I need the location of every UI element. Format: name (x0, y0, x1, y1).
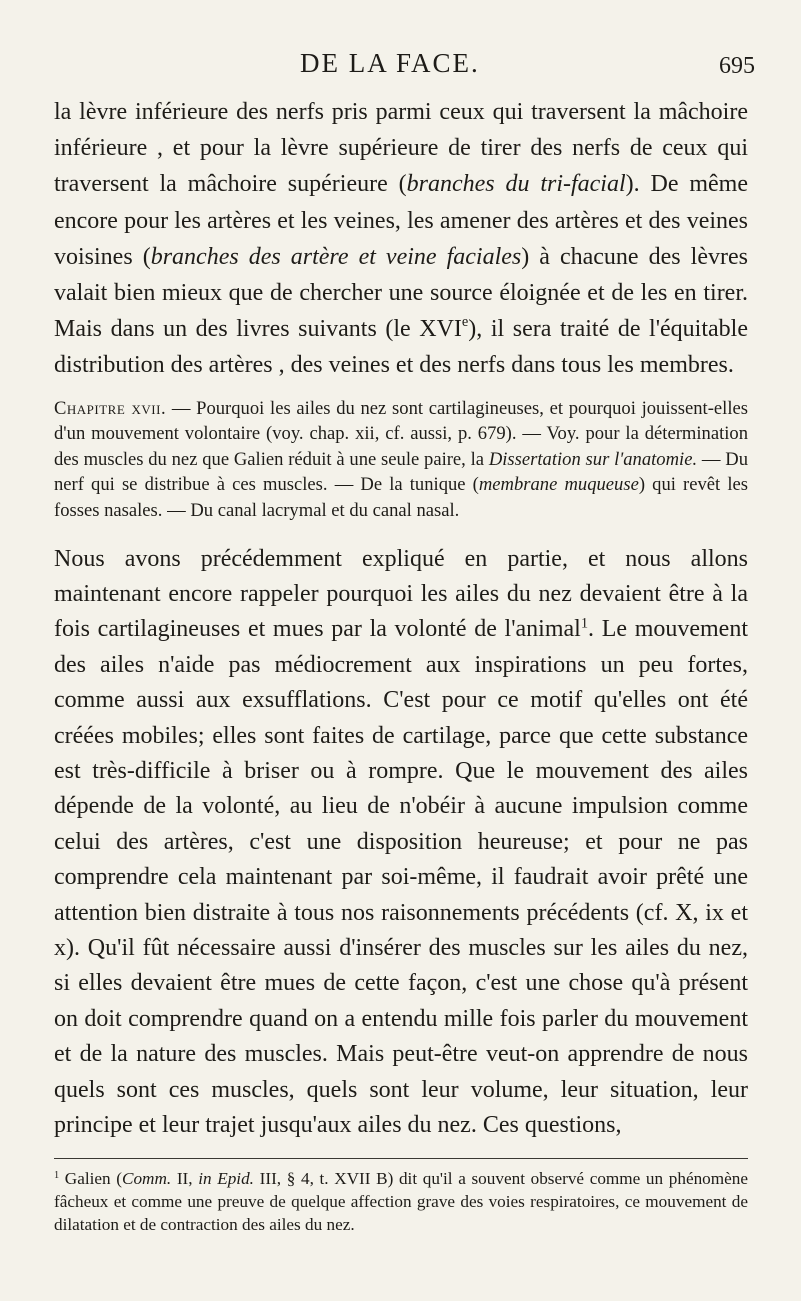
italic-run: Dissertation sur l'anatomie. (488, 448, 698, 470)
italic-run: branches du tri-facial (406, 171, 626, 198)
text-run: ) à chacune des lèvres valait bien mieux que de chercher une source éloignée et de les en tirer. Mais dans un des livres suivants (le XVI (54, 243, 748, 343)
chapter-summary (54, 396, 748, 524)
footnote-rule (54, 1158, 748, 1159)
paragraph-lips-nerves (54, 94, 748, 384)
text-run: II, (171, 1168, 199, 1188)
footnote (54, 1167, 748, 1237)
italic-run: membrane muqueuse (478, 474, 639, 496)
chapter-label: Chapitre xvii. (54, 397, 167, 419)
italic-run: Comm. (121, 1168, 172, 1188)
running-title: DE LA FACE. (300, 48, 480, 78)
text-run: III, § 4, t. XVII B) dit qu'il a souvent observé comme un phénomène fâcheux et comme une preuve de quelque affection grave des voies respiratoires, ce mouvement de dilatation et de contraction des ailes du nez. (54, 1168, 748, 1235)
text-run: — Pourquoi les ailes du nez sont cartilagineuses, et pourquoi jouissent-elles d'un mouvement volontaire (voy. chap. xii, cf. aussi, p. 679). — Voy. pour la détermination des muscles du nez que Galien réduit à une seule paire, la (54, 397, 748, 470)
italic-run: branches des artère et veine faciales (150, 243, 522, 270)
footnote-reference: 1 (580, 615, 589, 632)
superscript: e (461, 314, 469, 331)
italic-run: in Epid. (198, 1168, 254, 1188)
text-run: Nous avons précédemment expliqué en partie, et nous allons maintenant encore rappeler pourquoi les ailes du nez devaient être à la fois cartilagineuses et mues par la volonté de l'animal (54, 545, 748, 643)
text-run: ). De même encore pour les artères et les veines, les amener des artères et des veines voisines ( (54, 171, 748, 270)
footnote-mark: 1 (54, 1169, 60, 1181)
page-body (54, 94, 748, 1237)
text-run: Galien ( (59, 1168, 122, 1188)
text-run: ) qui revêt les fosses nasales. — Du canal lacrymal et du canal nasal. (54, 474, 748, 521)
running-head (0, 48, 801, 84)
text-run: . Le mouvement des ailes n'aide pas médiocrement aux inspirations un peu fortes, comme aussi aux exsufflations. C'est pour ce motif qu'elles ont été créées mobiles; elles sont faites de cartilage, parce que cette substance est très-difficile à briser ou à rompre. Que le mouvement des ailes dépende de la volonté, au lieu de n'obéir à aucune impulsion comme celui des artères, c'est une disposition heureuse; et pour ne pas comprendre cela maintenant par soi-même, il faudrait avoir prêté une attention bien distraite à tous nos raisonnements précédents (cf. X, ix et x). Qu'il fût nécessaire aussi d'insérer des muscles sur les ailes du nez, si elles devaient être mues de cette façon, c'est une chose qu'à présent on doit comprendre quand on a entendu mille fois parler du mouvement et de la nature des muscles. Mais peut-être veut-on apprendre de nous quels sont ces muscles, quels sont leur volume, leur situation, leur principe et leur trajet jusqu'aux ailes du nez. Ces questions, (54, 616, 749, 1139)
text-run: — Du nerf qui se distribue à ces muscles. — De la tunique ( (54, 448, 748, 496)
paragraph-nose-wings (54, 542, 748, 1144)
text-run: ), il sera traité de l'équitable distribution des artères , des veines et des nerfs dans tous les membres. (54, 316, 748, 379)
page-number: 695 (719, 53, 755, 79)
text-run: la lèvre inférieure des nerfs pris parmi ceux qui traversent la mâchoire inférieure , et pour la lèvre supérieure de tirer des nerfs de ceux qui traversent la mâchoire supérieure ( (54, 99, 748, 198)
